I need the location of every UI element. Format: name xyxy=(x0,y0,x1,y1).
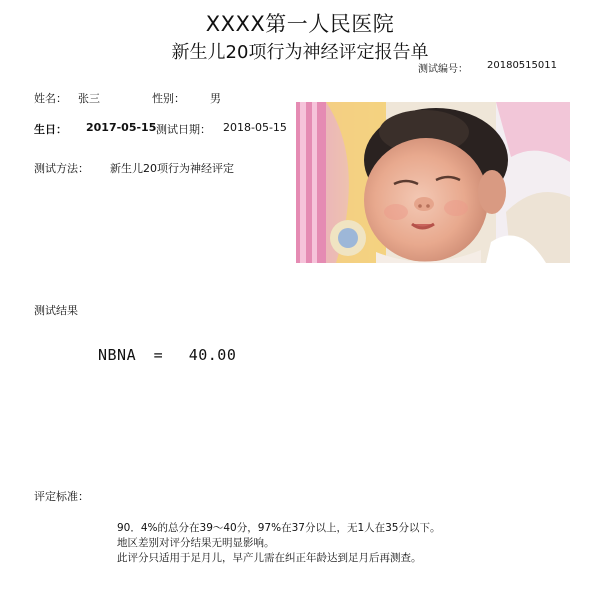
newborn-photo xyxy=(296,102,570,263)
results-heading: 测试结果 xyxy=(34,304,78,317)
test-number-value: 20180515011 xyxy=(487,60,557,71)
test-number-label: 测试编号： xyxy=(418,64,468,75)
method-label: 测试方法： xyxy=(34,162,89,175)
standard-line: 此评分只适用于足月儿，早产儿需在纠正年龄达到足月后再测查。 xyxy=(117,552,422,564)
name-value: 张三 xyxy=(78,92,100,105)
equals-sign: = xyxy=(153,346,164,364)
name-label: 姓名： xyxy=(34,92,67,105)
report-title: 新生儿20项行为神经评定报告单 xyxy=(171,42,429,63)
sex-label: 性别： xyxy=(152,92,185,105)
sex-value: 男 xyxy=(210,92,221,105)
nbna-score xyxy=(98,346,236,364)
birth-label: 生日： xyxy=(34,123,67,136)
test-date-value: 2018-05-15 xyxy=(223,121,287,134)
nbna-label: NBNA xyxy=(98,346,137,364)
standard-text xyxy=(117,521,440,566)
method-value: 新生儿20项行为神经评定 xyxy=(110,162,234,175)
hospital-name: XXXX第一人民医院 xyxy=(205,12,395,36)
birth-value: 2017-05-15 xyxy=(86,121,157,134)
standard-heading: 评定标准： xyxy=(34,490,89,503)
nbna-value: 40.00 xyxy=(188,346,237,364)
test-date-label: 测试日期： xyxy=(156,123,211,136)
standard-line: 90．4%的总分在39～40分，97%在37分以上，无1人在35分以下。 xyxy=(117,522,441,534)
standard-line: 地区差别对评分结果无明显影响。 xyxy=(117,537,275,549)
